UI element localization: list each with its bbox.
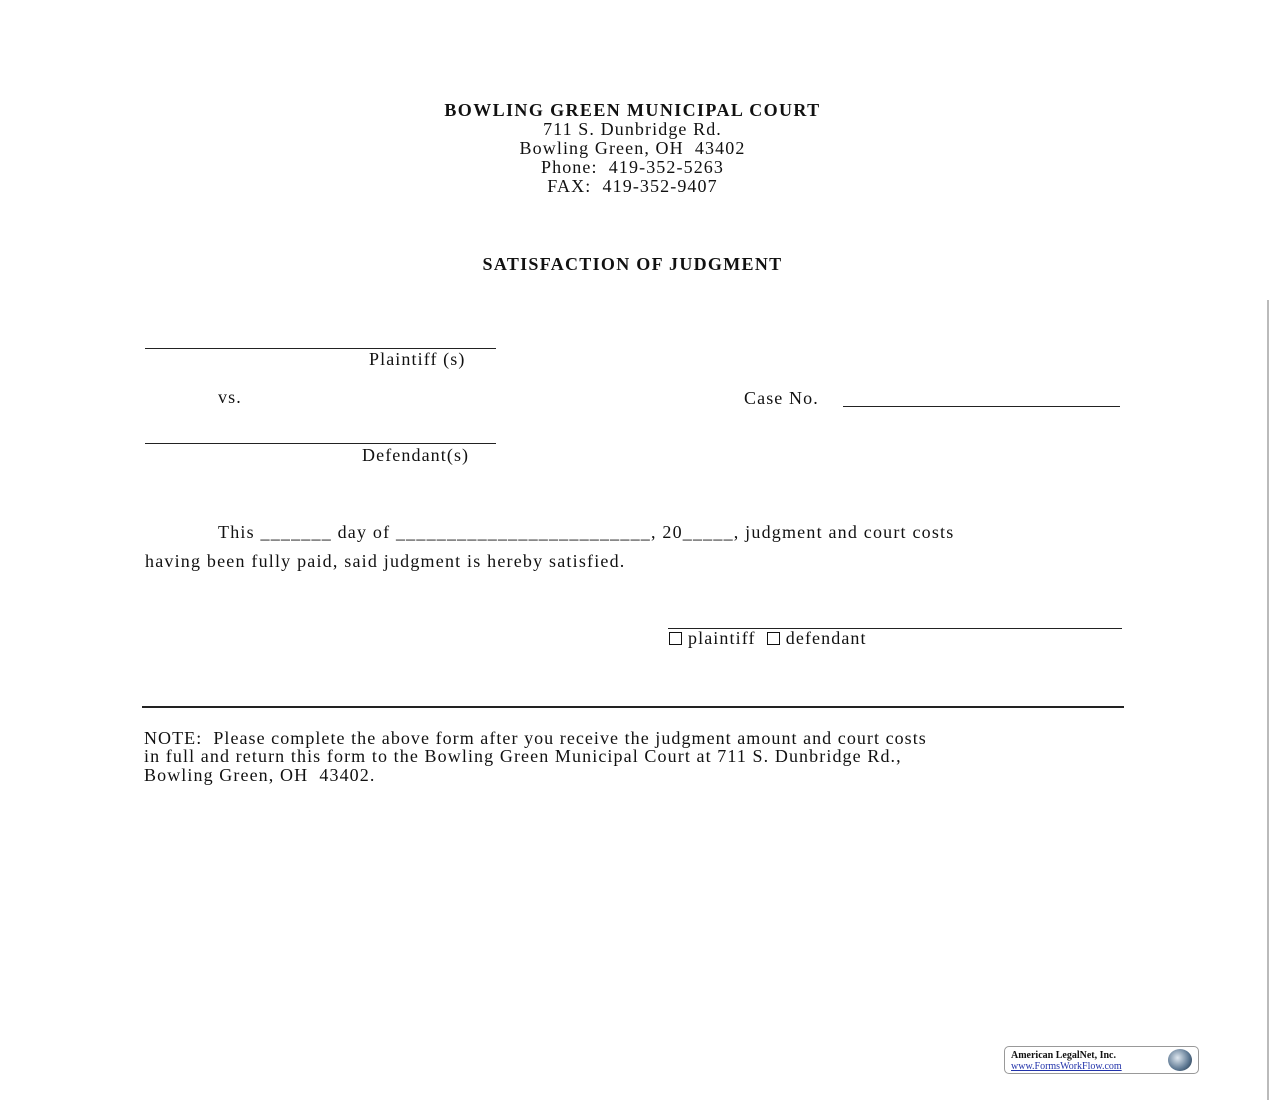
- body-line2: having been fully paid, said judgment is hereby satisfied.: [145, 551, 626, 571]
- plaintiff-label: Plaintiff (s): [369, 349, 466, 369]
- court-address-line2: Bowling Green, OH 43402: [519, 138, 746, 158]
- divider: [142, 706, 1124, 708]
- note-line1: NOTE: Please complete the above form after you receive the judgment amount and court costs: [144, 728, 927, 748]
- case-no-label: Case No.: [744, 388, 819, 408]
- case-no-line[interactable]: [843, 406, 1120, 407]
- defendant-label: Defendant(s): [362, 445, 470, 465]
- logo-url-link[interactable]: www.FormsWorkFlow.com: [1011, 1061, 1122, 1072]
- american-legalnet-logo[interactable]: [1004, 1046, 1199, 1074]
- defendant-checkbox[interactable]: [767, 632, 780, 645]
- plaintiff-checkbox[interactable]: [669, 632, 682, 645]
- globe-icon: [1168, 1049, 1192, 1071]
- page-edge: [1267, 300, 1269, 1100]
- court-phone: Phone: 419-352-5263: [541, 157, 724, 177]
- plaintiff-option-label: plaintiff: [688, 628, 756, 648]
- court-name: BOWLING GREEN MUNICIPAL COURT: [444, 100, 821, 120]
- defendant-name-line[interactable]: [145, 443, 496, 444]
- body-line1: This _______ day of _________________________, 20_____, judgment and court costs: [218, 522, 955, 542]
- defendant-option-label: defendant: [785, 628, 867, 648]
- vs-label: vs.: [218, 387, 242, 407]
- form-title: SATISFACTION OF JUDGMENT: [482, 254, 783, 274]
- court-fax: FAX: 419-352-9407: [547, 176, 718, 196]
- court-address-line1: 711 S. Dunbridge Rd.: [543, 119, 722, 139]
- logo-company: American LegalNet, Inc.: [1011, 1050, 1116, 1061]
- note-line2: in full and return this form to the Bowling Green Municipal Court at 711 S. Dunbridge Rd.,: [144, 746, 902, 766]
- note-line3: Bowling Green, OH 43402.: [144, 765, 376, 785]
- signer-options: [669, 628, 867, 648]
